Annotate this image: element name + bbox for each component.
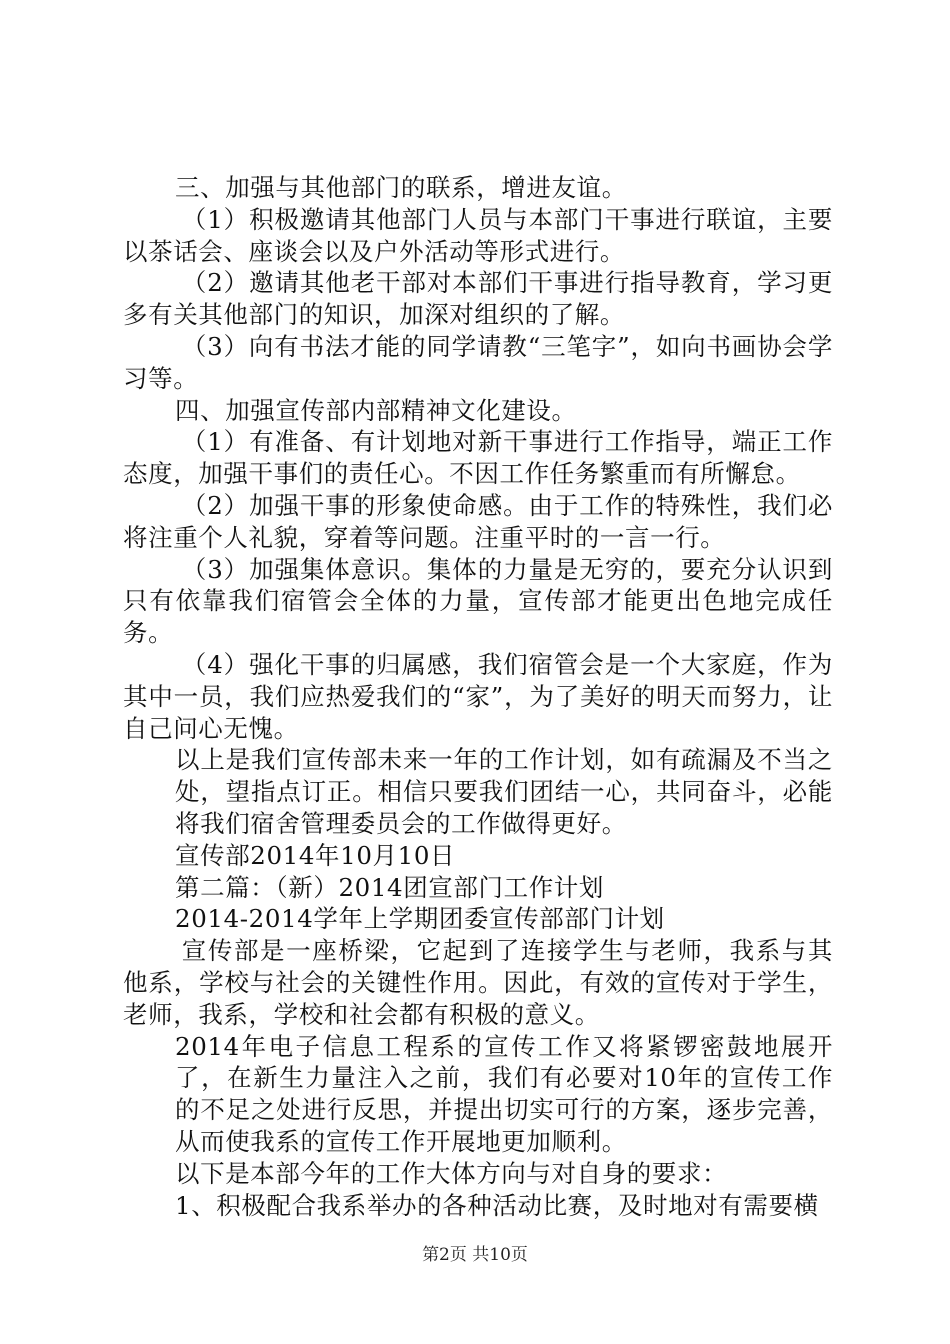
paragraph: （3）向有书法才能的同学请教“三笔字”，如向书画协会学习等。 <box>123 331 833 393</box>
paragraph: （2）加强干事的形象使命感。由于工作的特殊性，我们必将注重个人礼貌，穿着等问题。注重平时的一言一行。 <box>123 490 833 552</box>
paragraph: （4）强化干事的归属感，我们宿管会是一个大家庭，作为其中一员，我们应热爱我们的“家”，为了美好的明天而努力，让自己问心无愧。 <box>123 649 833 743</box>
paragraph: 1、积极配合我系举办的各种活动比赛，及时地对有需要横 <box>175 1190 819 1220</box>
paragraph: 三、加强与其他部门的联系，增进友谊。 <box>175 173 627 202</box>
paragraph: 宣传部2014年10月10日 <box>175 840 456 870</box>
paragraph: 以上是我们宣传部未来一年的工作计划，如有疏漏及不当之处，望指点订正。相信只要我们团结一心，共同奋斗，必能将我们宿舍管理委员会的工作做得更好。 <box>175 745 833 838</box>
document-body <box>123 172 833 1221</box>
paragraph: （3）加强集体意识。集体的力量是无穷的，要充分认识到只有依靠我们宿管会全体的力量，宣传部才能更出色地完成任务。 <box>123 554 833 648</box>
paragraph: 2014-2014学年上学期团委宣传部部门计划 <box>175 904 665 934</box>
paragraph: （1）有准备、有计划地对新干事进行工作指导，端正工作态度，加强干事们的责任心。不因工作任务繁重而有所懈怠。 <box>123 427 833 489</box>
paragraph: （2）邀请其他老干部对本部们干事进行指导教育，学习更多有关其他部门的知识，加深对组织的了解。 <box>123 268 833 330</box>
paragraph: 以下是本部今年的工作大体方向与对自身的要求： <box>175 1158 728 1188</box>
page-footer: 第2页 共10页 <box>422 1245 528 1265</box>
paragraph: 四、加强宣传部内部精神文化建设。 <box>175 395 577 425</box>
paragraph: 第二篇：（新）2014团宣部门工作计划 <box>175 872 604 902</box>
paragraph: 2014年电子信息工程系的宣传工作又将紧锣密鼓地展开了，在新生力量注入之前，我们有必要对10年的宣传工作的不足之处进行反思，并提出切实可行的方案，逐步完善，从而使我系的宣传工作开展地更加顺利。 <box>175 1031 833 1156</box>
paragraph: （1）积极邀请其他部门人员与本部门干事进行联谊，主要以茶话会、座谈会以及户外活动等形式进行。 <box>123 204 833 266</box>
paragraph: 宣传部是一座桥梁，它起到了连接学生与老师，我系与其他系，学校与社会的关键性作用。因此，有效的宣传对于学生，老师，我系，学校和社会都有积极的意义。 <box>123 936 833 1029</box>
